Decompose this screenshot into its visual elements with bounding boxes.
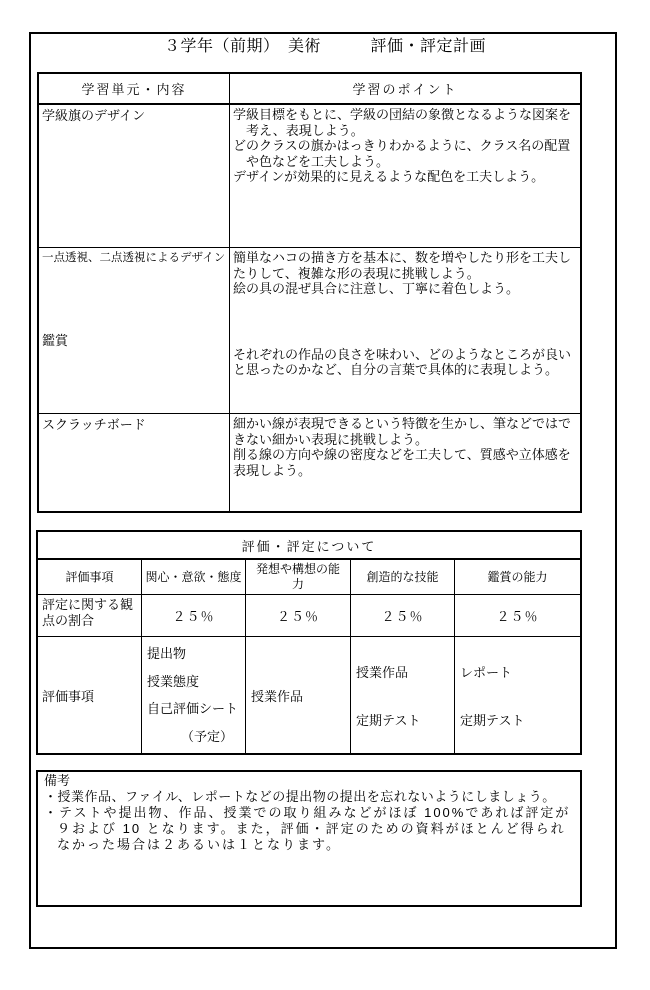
ratio-value: ２５％ xyxy=(142,595,246,636)
point-text: 学級目標をもとに、学級の団結の象徴となるような図案を考え、表現しよう。 xyxy=(233,107,572,138)
items-cell-interest xyxy=(142,637,246,753)
item-text: 定期テスト xyxy=(460,712,525,728)
unit-label: 鑑賞 xyxy=(42,332,69,348)
unit-label: 学級旗のデザイン xyxy=(42,108,146,123)
points-cell xyxy=(230,248,580,413)
table-row xyxy=(39,105,580,248)
items-row-label: 評価事項 xyxy=(38,637,142,753)
ratio-row-label: 評定に関する観点の割合 xyxy=(38,595,142,636)
units-table xyxy=(37,72,582,513)
unit-label: スクラッチボード xyxy=(42,417,146,432)
unit-cell xyxy=(39,414,230,511)
evaluation-table-title: 評価・評定について xyxy=(38,532,580,560)
items-cell-idea xyxy=(246,637,351,753)
item-text: 授業作品 xyxy=(356,664,409,680)
point-text: 削る線の方向や線の密度などを工夫して、質感や立体感を表現しよう。 xyxy=(233,447,571,478)
point-text: どのクラスの旗かはっきりわかるように、クラス名の配置や色などを工夫しよう。 xyxy=(233,138,571,169)
items-row xyxy=(38,637,580,753)
item-text: 定期テスト xyxy=(356,712,421,728)
points-cell xyxy=(230,414,580,511)
eval-header-idea: 発想や構想の能力 xyxy=(246,560,351,594)
item-text: 自己評価シート xyxy=(147,701,239,717)
point-text: 簡単なハコの描き方を基本に、数を増やしたり形を工夫したりして、複雑な形の表現に挑戦しよう。 xyxy=(233,250,572,281)
evaluation-header-row xyxy=(38,560,580,595)
unit-cell xyxy=(39,248,230,413)
units-table-header-row xyxy=(39,74,580,105)
eval-header-skill: 創造的な技能 xyxy=(351,560,455,594)
eval-header-items: 評価事項 xyxy=(38,560,142,594)
unit-cell xyxy=(39,105,230,247)
points-block xyxy=(233,347,578,378)
item-text: レポート xyxy=(460,664,513,680)
point-text: 細かい線が表現できるという特徴を生かし、筆などではできない細かい表現に挑戦しよう。 xyxy=(233,416,572,447)
ratio-value: ２５％ xyxy=(496,609,539,624)
remarks-note: ・授業作品、ファイル、レポートなどの提出物の提出を忘れないようにしましょう。 xyxy=(44,789,556,804)
item-text: 授業作品 xyxy=(251,688,304,704)
items-cell-appreciation xyxy=(455,637,580,753)
page-title: ３学年（前期） 美術 評価・評定計画 xyxy=(163,38,486,55)
point-text: それぞれの作品の良さを味わい、どのようなところが良いと思ったのかなど、自分の言葉で具体的に表現しよう。 xyxy=(233,346,572,377)
ratio-value: ２５％ xyxy=(351,595,455,636)
units-header-points: 学習のポイント xyxy=(352,82,458,97)
remarks-label: 備考 xyxy=(44,773,71,788)
eval-header-appreciation: 鑑賞の能力 xyxy=(487,569,548,584)
items-cell-skill xyxy=(351,637,455,753)
ratio-value: ２５％ xyxy=(246,595,351,636)
item-text: （予定） xyxy=(180,728,233,744)
points-block xyxy=(233,250,578,297)
remarks-box xyxy=(36,770,582,907)
table-row xyxy=(39,248,580,414)
table-row xyxy=(39,414,580,511)
point-text: 絵の具の混ぜ具合に注意し、丁寧に着色しよう。 xyxy=(233,281,520,296)
ratio-row xyxy=(38,595,580,637)
evaluation-table xyxy=(36,530,582,755)
point-text: デザインが効果的に見えるような配色を工夫しよう。 xyxy=(233,169,545,184)
eval-header-interest: 関心・意欲・態度 xyxy=(142,560,246,594)
points-cell xyxy=(230,105,580,247)
remarks-note: ・テストや提出物、作品、授業での取り組みなどがほぼ 100%であれば評定が９および 10 となります。また，評価・評定のための資料がほとんど得られなかった場合は２あるいは１となります。 xyxy=(44,805,571,852)
item-text: 提出物 xyxy=(147,646,187,661)
item-text: 授業態度 xyxy=(147,673,200,689)
unit-label: 一点透視、二点透視によるデザイン xyxy=(42,252,226,264)
units-header-unit: 学習単元・内容 xyxy=(39,74,230,103)
